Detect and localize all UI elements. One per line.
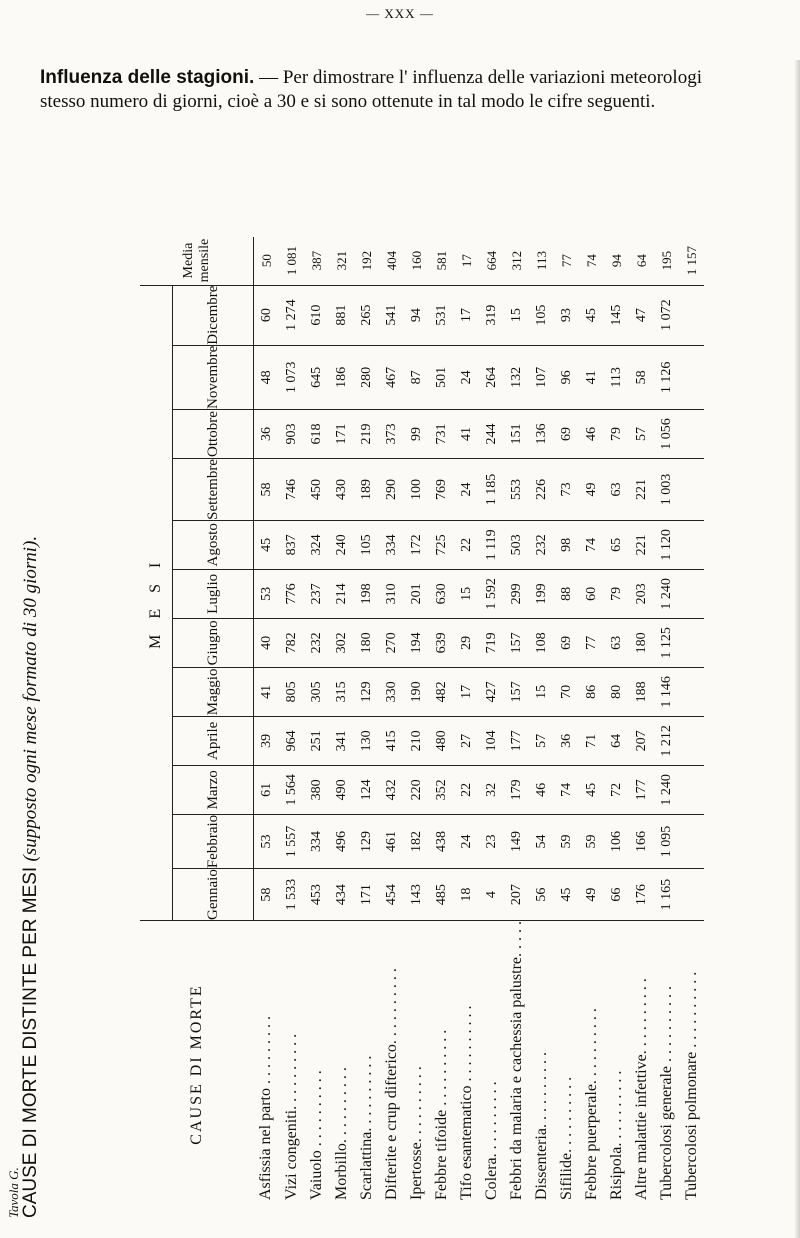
value-cell: 45 (579, 765, 604, 814)
value-cell: 61 (254, 765, 280, 814)
value-cell: 58 (254, 869, 280, 921)
total-cell: 94 (604, 237, 629, 286)
value-cell: 104 (479, 716, 504, 765)
table-row (454, 237, 479, 1208)
cause-cell: Vizi congeniti. . . . . . . . . . (282, 1033, 300, 1200)
intro-line2: stesso numero di giorni, cioè a 30 e si sono ottenute in tal modo le cifre seguenti. (40, 91, 656, 112)
cause-cell: Febbre tifoide . . . . . . . . . . (432, 1029, 450, 1200)
value-cell: 58 (629, 345, 654, 409)
mortality-table (140, 237, 704, 1208)
cause-cell: Altre malattie infettive. . . . . . . . . . (632, 978, 650, 1200)
value-cell: 171 (329, 410, 354, 459)
table-title-note: (supposto ogni mese formato di 30 giorni). (20, 535, 41, 862)
total-cell: 321 (329, 237, 354, 286)
value-cell: 630 (429, 569, 454, 618)
intro-text: — Per dimostrare l' influenza delle variazioni meteorologi (254, 67, 702, 88)
tavola-label: Tavola G. (6, 1167, 21, 1218)
value-cell: 46 (579, 410, 604, 459)
value-cell: 15 (529, 667, 554, 716)
cause-cell: Febbri da malaria e cachessia palustre. . . . . (507, 921, 525, 1200)
value-cell: 24 (454, 459, 479, 521)
value-cell: 56 (529, 869, 554, 921)
value-cell (679, 716, 704, 765)
table-row (329, 237, 354, 1208)
value-cell: 113 (604, 345, 629, 409)
value-cell: 70 (554, 667, 579, 716)
value-cell: 1 146 (654, 667, 679, 716)
value-cell: 719 (479, 618, 504, 667)
value-cell: 132 (504, 345, 529, 409)
value-cell: 221 (629, 520, 654, 569)
value-cell: 1 240 (654, 569, 679, 618)
month-header: Settembre (173, 459, 254, 521)
cause-cell: Febbre puerperale. . . . . . . . . . (582, 1008, 600, 1200)
value-cell (679, 618, 704, 667)
value-cell: 69 (554, 618, 579, 667)
value-cell: 22 (454, 520, 479, 569)
value-cell: 290 (379, 459, 404, 521)
value-cell: 639 (429, 618, 454, 667)
value-cell: 4 (479, 869, 504, 921)
value-cell: 96 (554, 345, 579, 409)
total-cell: 664 (479, 237, 504, 286)
total-cell: 192 (354, 237, 379, 286)
total-cell: 404 (379, 237, 404, 286)
value-cell: 79 (604, 410, 629, 459)
value-cell: 151 (504, 410, 529, 459)
value-cell: 280 (354, 345, 379, 409)
value-cell: 746 (279, 459, 304, 521)
cause-cell: Colera. . . . . . . . . . (482, 1081, 500, 1200)
value-cell: 59 (579, 814, 604, 868)
value-cell: 15 (504, 285, 529, 345)
value-cell: 143 (404, 869, 429, 921)
value-cell: 27 (454, 716, 479, 765)
total-cell: 74 (579, 237, 604, 286)
value-cell: 264 (479, 345, 504, 409)
value-cell: 24 (454, 814, 479, 868)
table-row (579, 237, 604, 1208)
value-cell: 71 (579, 716, 604, 765)
value-cell: 201 (404, 569, 429, 618)
value-cell: 63 (604, 459, 629, 521)
value-cell: 86 (579, 667, 604, 716)
value-cell: 1 274 (279, 285, 304, 345)
total-cell: 160 (404, 237, 429, 286)
value-cell: 1 056 (654, 410, 679, 459)
value-cell: 49 (579, 459, 604, 521)
cause-cell: Tubercolosi polmonare . . . . . . . . . . (682, 971, 700, 1200)
value-cell: 105 (354, 520, 379, 569)
value-cell: 251 (304, 716, 329, 765)
value-cell: 129 (354, 814, 379, 868)
value-cell: 100 (404, 459, 429, 521)
value-cell: 776 (279, 569, 304, 618)
value-cell: 221 (629, 459, 654, 521)
value-cell: 503 (504, 520, 529, 569)
value-cell: 265 (354, 285, 379, 345)
value-cell: 129 (354, 667, 379, 716)
value-cell: 24 (454, 345, 479, 409)
value-cell: 17 (454, 667, 479, 716)
cause-cell: Tubercolosi generale . . . . . . . . . . (657, 985, 675, 1200)
table-row (354, 237, 379, 1208)
value-cell (679, 410, 704, 459)
value-cell: 496 (329, 814, 354, 868)
value-cell: 29 (454, 618, 479, 667)
table-row (529, 237, 554, 1208)
value-cell: 480 (429, 716, 454, 765)
value-cell: 177 (629, 765, 654, 814)
value-cell: 319 (479, 285, 504, 345)
value-cell: 305 (304, 667, 329, 716)
value-cell: 180 (629, 618, 654, 667)
value-cell: 199 (529, 569, 554, 618)
value-cell: 1 240 (654, 765, 679, 814)
total-cell: 50 (254, 237, 280, 286)
value-cell: 415 (379, 716, 404, 765)
value-cell: 541 (379, 285, 404, 345)
value-cell: 964 (279, 716, 304, 765)
value-cell: 41 (454, 410, 479, 459)
value-cell: 427 (479, 667, 504, 716)
month-header: Dicembre (173, 285, 254, 345)
value-cell: 171 (354, 869, 379, 921)
value-cell: 1 119 (479, 520, 504, 569)
value-cell: 731 (429, 410, 454, 459)
value-cell: 903 (279, 410, 304, 459)
value-cell: 1 185 (479, 459, 504, 521)
month-header: Gennaio (173, 869, 254, 921)
value-cell: 485 (429, 869, 454, 921)
value-cell: 610 (304, 285, 329, 345)
value-cell: 1 212 (654, 716, 679, 765)
value-cell: 461 (379, 814, 404, 868)
value-cell: 232 (304, 618, 329, 667)
value-cell: 166 (629, 814, 654, 868)
value-cell (679, 285, 704, 345)
value-cell (679, 459, 704, 521)
value-cell: 531 (429, 285, 454, 345)
value-cell: 769 (429, 459, 454, 521)
total-cell: 312 (504, 237, 529, 286)
value-cell: 60 (579, 569, 604, 618)
value-cell: 130 (354, 716, 379, 765)
mesi-header: M E S I (140, 285, 173, 920)
value-cell: 32 (479, 765, 504, 814)
value-cell: 226 (529, 459, 554, 521)
value-cell: 190 (404, 667, 429, 716)
value-cell: 49 (579, 869, 604, 921)
value-cell: 46 (529, 765, 554, 814)
value-cell: 149 (504, 814, 529, 868)
value-cell: 77 (579, 618, 604, 667)
table-row (504, 237, 529, 1208)
value-cell: 74 (579, 520, 604, 569)
total-cell: 1 157 (679, 237, 704, 286)
cause-cell: Scarlattina. . . . . . . . . . (357, 1055, 375, 1200)
value-cell: 157 (504, 667, 529, 716)
value-cell: 58 (254, 459, 280, 521)
intro-lead: Influenza delle stagioni. (40, 67, 255, 88)
value-cell: 1 564 (279, 765, 304, 814)
value-cell: 334 (304, 814, 329, 868)
cause-cell: Vaiuolo . . . . . . . . . . (307, 1070, 325, 1200)
value-cell: 18 (454, 869, 479, 921)
value-cell: 310 (379, 569, 404, 618)
value-cell: 501 (429, 345, 454, 409)
table-row (379, 237, 404, 1208)
value-cell (679, 869, 704, 921)
table-title-main: CAUSE DI MORTE DISTINTE PER MESI (20, 866, 41, 1218)
value-cell: 330 (379, 667, 404, 716)
value-cell: 41 (579, 345, 604, 409)
value-cell: 240 (329, 520, 354, 569)
table-row (254, 237, 280, 1208)
value-cell: 373 (379, 410, 404, 459)
value-cell: 15 (454, 569, 479, 618)
value-cell: 99 (404, 410, 429, 459)
value-cell: 157 (504, 618, 529, 667)
cause-column-header: CAUSE DI MORTE (187, 984, 205, 1145)
total-cell: 581 (429, 237, 454, 286)
value-cell: 40 (254, 618, 280, 667)
value-cell: 1 072 (654, 285, 679, 345)
value-cell: 53 (254, 814, 280, 868)
value-cell: 177 (504, 716, 529, 765)
value-cell: 41 (254, 667, 280, 716)
value-cell: 94 (404, 285, 429, 345)
value-cell (679, 569, 704, 618)
month-header: Marzo (173, 765, 254, 814)
value-cell: 176 (629, 869, 654, 921)
table-row (279, 237, 304, 1208)
value-cell: 54 (529, 814, 554, 868)
month-header: Ottobre (173, 410, 254, 459)
value-cell: 214 (329, 569, 354, 618)
value-cell (679, 814, 704, 868)
value-cell: 69 (554, 410, 579, 459)
cause-cell: Morbillo. . . . . . . . . . (332, 1067, 350, 1200)
month-header: Novembre (173, 345, 254, 409)
value-cell: 782 (279, 618, 304, 667)
value-cell: 1 120 (654, 520, 679, 569)
total-cell: 77 (554, 237, 579, 286)
value-cell: 60 (254, 285, 280, 345)
month-header: Luglio (173, 569, 254, 618)
value-cell: 198 (354, 569, 379, 618)
table-row (479, 237, 504, 1208)
value-cell: 434 (329, 869, 354, 921)
value-cell (679, 765, 704, 814)
table-row (629, 237, 654, 1208)
value-cell: 45 (554, 869, 579, 921)
value-cell: 1 003 (654, 459, 679, 521)
cause-cell: Difterite e crup difterico. . . . . . . . . . (382, 968, 400, 1200)
value-cell: 1 125 (654, 618, 679, 667)
value-cell: 618 (304, 410, 329, 459)
value-cell: 105 (529, 285, 554, 345)
value-cell: 188 (629, 667, 654, 716)
value-cell: 302 (329, 618, 354, 667)
value-cell: 220 (404, 765, 429, 814)
value-cell: 219 (354, 410, 379, 459)
value-cell: 352 (429, 765, 454, 814)
value-cell: 59 (554, 814, 579, 868)
value-cell: 334 (379, 520, 404, 569)
value-cell: 45 (254, 520, 280, 569)
value-cell: 93 (554, 285, 579, 345)
month-header: Maggio (173, 667, 254, 716)
value-cell: 65 (604, 520, 629, 569)
table-row (554, 237, 579, 1208)
page-header: — XXX — (366, 6, 434, 21)
value-cell: 299 (504, 569, 529, 618)
value-cell: 136 (529, 410, 554, 459)
value-cell: 23 (479, 814, 504, 868)
value-cell: 106 (604, 814, 629, 868)
value-cell: 57 (529, 716, 554, 765)
mortality-table-body (254, 237, 705, 1208)
value-cell: 1 073 (279, 345, 304, 409)
table-title (20, 58, 42, 1218)
value-cell: 72 (604, 765, 629, 814)
value-cell: 39 (254, 716, 280, 765)
value-cell: 57 (629, 410, 654, 459)
value-cell: 837 (279, 520, 304, 569)
value-cell: 98 (554, 520, 579, 569)
value-cell: 180 (354, 618, 379, 667)
value-cell (679, 345, 704, 409)
value-cell: 179 (504, 765, 529, 814)
value-cell (679, 520, 704, 569)
value-cell: 380 (304, 765, 329, 814)
value-cell: 453 (304, 869, 329, 921)
value-cell: 36 (254, 410, 280, 459)
table-row (679, 237, 704, 1208)
total-cell: 113 (529, 237, 554, 286)
total-cell: 17 (454, 237, 479, 286)
value-cell: 194 (404, 618, 429, 667)
value-cell: 244 (479, 410, 504, 459)
value-cell: 432 (379, 765, 404, 814)
value-cell: 203 (629, 569, 654, 618)
cause-cell: Risipola. . . . . . . . . . (607, 1070, 625, 1200)
value-cell: 210 (404, 716, 429, 765)
value-cell: 64 (604, 716, 629, 765)
value-cell: 63 (604, 618, 629, 667)
value-cell: 88 (554, 569, 579, 618)
value-cell: 36 (554, 716, 579, 765)
cause-cell: Ipertosse. . . . . . . . . . (407, 1066, 425, 1200)
value-cell: 108 (529, 618, 554, 667)
value-cell: 48 (254, 345, 280, 409)
value-cell: 53 (254, 569, 280, 618)
table-row (654, 237, 679, 1208)
value-cell: 207 (629, 716, 654, 765)
value-cell: 645 (304, 345, 329, 409)
page-edge-shadow (794, 60, 800, 1238)
value-cell: 186 (329, 345, 354, 409)
month-header: Agosto (173, 520, 254, 569)
value-cell: 725 (429, 520, 454, 569)
value-cell: 430 (329, 459, 354, 521)
cause-cell: Asfissia nel parto . . . . . . . . . (257, 1016, 275, 1200)
total-cell: 387 (304, 237, 329, 286)
value-cell: 189 (354, 459, 379, 521)
value-cell: 87 (404, 345, 429, 409)
value-cell: 182 (404, 814, 429, 868)
value-cell: 438 (429, 814, 454, 868)
cause-cell: Sifilide. . . . . . . . . . (557, 1076, 575, 1200)
value-cell: 74 (554, 765, 579, 814)
value-cell: 341 (329, 716, 354, 765)
value-cell: 124 (354, 765, 379, 814)
table-row (429, 237, 454, 1208)
month-header: Febbraio (173, 814, 254, 868)
month-header: Giugno (173, 618, 254, 667)
table-row (604, 237, 629, 1208)
value-cell: 232 (529, 520, 554, 569)
value-cell: 1 165 (654, 869, 679, 921)
value-cell: 324 (304, 520, 329, 569)
value-cell: 1 095 (654, 814, 679, 868)
total-cell: 195 (654, 237, 679, 286)
value-cell: 145 (604, 285, 629, 345)
value-cell: 237 (304, 569, 329, 618)
value-cell (679, 667, 704, 716)
cause-cell: Tifo esantematico . . . . . . . . . . (457, 1005, 475, 1200)
value-cell: 17 (454, 285, 479, 345)
value-cell: 805 (279, 667, 304, 716)
value-cell: 207 (504, 869, 529, 921)
value-cell: 22 (454, 765, 479, 814)
table-row (404, 237, 429, 1208)
value-cell: 1 557 (279, 814, 304, 868)
month-header: Aprile (173, 716, 254, 765)
value-cell: 1 592 (479, 569, 504, 618)
total-cell: 64 (629, 237, 654, 286)
table-row (304, 237, 329, 1208)
value-cell: 315 (329, 667, 354, 716)
total-cell: 1 081 (279, 237, 304, 286)
value-cell: 490 (329, 765, 354, 814)
value-cell: 482 (429, 667, 454, 716)
value-cell: 107 (529, 345, 554, 409)
value-cell: 73 (554, 459, 579, 521)
value-cell: 467 (379, 345, 404, 409)
value-cell: 454 (379, 869, 404, 921)
value-cell: 881 (329, 285, 354, 345)
value-cell: 172 (404, 520, 429, 569)
value-cell: 270 (379, 618, 404, 667)
value-cell: 450 (304, 459, 329, 521)
total-column-header: Media mensile (140, 237, 254, 286)
cause-cell: Dissenteria. . . . . . . . . . (532, 1052, 550, 1200)
value-cell: 80 (604, 667, 629, 716)
value-cell: 79 (604, 569, 629, 618)
value-cell: 1 126 (654, 345, 679, 409)
value-cell: 1 533 (279, 869, 304, 921)
value-cell: 45 (579, 285, 604, 345)
value-cell: 553 (504, 459, 529, 521)
value-cell: 47 (629, 285, 654, 345)
value-cell: 66 (604, 869, 629, 921)
